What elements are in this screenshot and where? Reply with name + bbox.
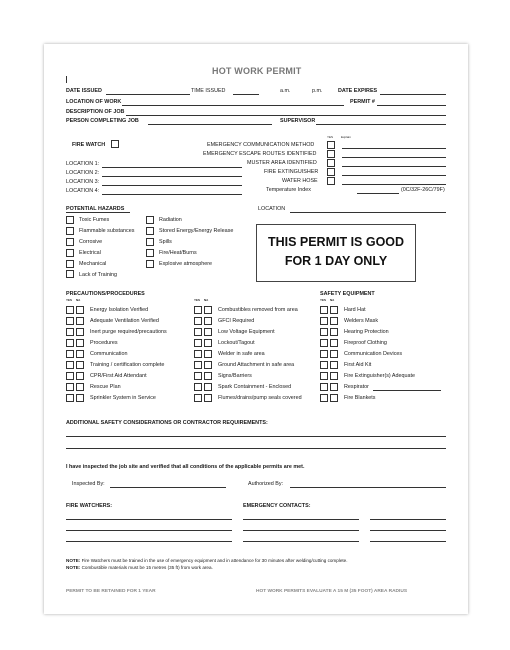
yes-checkbox[interactable] bbox=[66, 350, 74, 358]
hazard-label: Fire/Heat/Burns bbox=[159, 250, 197, 256]
location-1-label: LOCATION 1: bbox=[66, 161, 100, 167]
hazard-label: Mechanical bbox=[79, 261, 107, 267]
yes-checkbox[interactable] bbox=[320, 372, 328, 380]
yes-checkbox[interactable] bbox=[66, 339, 74, 347]
description-of-job-field[interactable] bbox=[126, 115, 446, 116]
yes-checkbox[interactable] bbox=[320, 317, 328, 325]
precaution-label: Signs/Barriers bbox=[218, 373, 252, 379]
na-checkbox[interactable] bbox=[76, 383, 84, 391]
temperature-index-field[interactable] bbox=[357, 193, 399, 194]
hazard-label: Toxic Fumes bbox=[79, 217, 110, 223]
yes-checkbox[interactable] bbox=[320, 361, 328, 369]
precaution-label: Combustibles removed from area bbox=[218, 307, 298, 313]
fire-watcher-field[interactable] bbox=[66, 530, 232, 531]
na-checkbox[interactable] bbox=[330, 361, 338, 369]
precaution-label: Inert purge required/precautions bbox=[90, 329, 167, 335]
na-checkbox[interactable] bbox=[330, 328, 338, 336]
fire-watchers-label: FIRE WATCHERS: bbox=[66, 503, 113, 509]
hazard-label: Flammable substances bbox=[79, 228, 135, 234]
equipment-label: First Aid Kit bbox=[344, 362, 372, 368]
na-checkbox[interactable] bbox=[330, 317, 338, 325]
am-label: a.m. bbox=[280, 88, 291, 94]
emergency-contact-name-field[interactable] bbox=[243, 519, 359, 520]
na-checkbox[interactable] bbox=[76, 328, 84, 336]
yes-checkbox[interactable] bbox=[194, 317, 202, 325]
emergency-communication-checkbox[interactable] bbox=[327, 141, 335, 149]
inspected-by-field[interactable] bbox=[110, 487, 226, 488]
na-checkbox[interactable] bbox=[330, 350, 338, 358]
temperature-range: (0C/32F-26C/79F) bbox=[401, 187, 445, 193]
precaution-label: CPR/First Aid Attendant bbox=[90, 373, 147, 379]
authorized-by-field[interactable] bbox=[290, 487, 446, 488]
emergency-contact-phone-field[interactable] bbox=[370, 541, 446, 542]
temperature-index-label: Temperature Index bbox=[266, 187, 311, 193]
precaution-label: Spark Containment - Enclosed bbox=[218, 384, 292, 390]
yes-checkbox[interactable] bbox=[66, 306, 74, 314]
yes-checkbox[interactable] bbox=[194, 383, 202, 391]
yes-checkbox[interactable] bbox=[320, 306, 328, 314]
emergency-contacts-label: EMERGENCY CONTACTS: bbox=[243, 503, 311, 509]
precaution-label: Lockout/Tagout bbox=[218, 340, 255, 346]
na-column-label: NA bbox=[76, 298, 81, 302]
yes-column-label: YES bbox=[327, 135, 334, 139]
na-checkbox[interactable] bbox=[330, 383, 338, 391]
yes-checkbox[interactable] bbox=[320, 394, 328, 402]
explain-field[interactable] bbox=[342, 175, 446, 176]
water-hose-label: WATER HOSE bbox=[282, 178, 318, 184]
location-2-field[interactable] bbox=[102, 176, 242, 177]
yes-checkbox[interactable] bbox=[66, 394, 74, 402]
na-checkbox[interactable] bbox=[76, 372, 84, 380]
na-checkbox[interactable] bbox=[76, 361, 84, 369]
notice-line-2: FOR 1 DAY ONLY bbox=[284, 254, 388, 268]
hazard-label: Corrosive bbox=[79, 239, 103, 245]
hazard-checkbox[interactable] bbox=[146, 216, 154, 224]
fire-watch-checkbox[interactable] bbox=[111, 140, 119, 148]
na-checkbox[interactable] bbox=[330, 306, 338, 314]
na-checkbox[interactable] bbox=[204, 394, 212, 402]
equipment-label: Hard Hat bbox=[344, 307, 366, 313]
water-hose-checkbox[interactable] bbox=[327, 177, 335, 185]
yes-checkbox[interactable] bbox=[66, 328, 74, 336]
yes-checkbox[interactable] bbox=[66, 383, 74, 391]
hazard-checkbox[interactable] bbox=[66, 238, 74, 246]
text-cursor bbox=[66, 76, 67, 83]
permit-document bbox=[44, 44, 468, 614]
equipment-label: Fireproof Clothing bbox=[344, 340, 387, 346]
document-title: HOT WORK PERMIT bbox=[212, 66, 302, 76]
time-issued-label: TIME ISSUED bbox=[191, 88, 226, 94]
hazard-label: Explosive atmosphere bbox=[159, 261, 213, 267]
precaution-label: Ground Attachment in safe area bbox=[218, 362, 295, 368]
yes-checkbox[interactable] bbox=[194, 306, 202, 314]
safety-equipment-heading: SAFETY EQUIPMENT bbox=[320, 291, 375, 297]
hazard-label: Electrical bbox=[79, 250, 101, 256]
location-1-field[interactable] bbox=[102, 167, 242, 168]
respirator-type-field[interactable] bbox=[373, 390, 441, 391]
explain-field[interactable] bbox=[342, 157, 446, 158]
na-checkbox[interactable] bbox=[204, 306, 212, 314]
location-of-work-field[interactable] bbox=[122, 105, 344, 106]
emergency-escape-label: EMERGENCY ESCAPE ROUTES IDENTIFIED bbox=[203, 151, 317, 157]
description-of-job-label: DESCRIPTION OF JOB bbox=[66, 109, 125, 115]
hazard-checkbox[interactable] bbox=[66, 216, 74, 224]
emergency-contact-phone-field[interactable] bbox=[370, 519, 446, 520]
yes-checkbox[interactable] bbox=[320, 383, 328, 391]
na-checkbox[interactable] bbox=[76, 306, 84, 314]
precaution-label: Procedures bbox=[90, 340, 118, 346]
supervisor-field[interactable] bbox=[316, 124, 446, 125]
hazard-checkbox[interactable] bbox=[66, 249, 74, 257]
additional-considerations-heading: ADDITIONAL SAFETY CONSIDERATIONS OR CONTRACTOR REQUIREMENTS: bbox=[66, 420, 268, 426]
permit-number-label: PERMIT # bbox=[350, 99, 375, 105]
location-4-field[interactable] bbox=[102, 194, 242, 195]
hazard-checkbox[interactable] bbox=[146, 227, 154, 235]
hazard-checkbox[interactable] bbox=[66, 270, 74, 278]
yes-column-label: YES bbox=[320, 298, 327, 302]
na-checkbox[interactable] bbox=[204, 361, 212, 369]
inspected-by-label: Inspected By: bbox=[72, 481, 105, 487]
yes-checkbox[interactable] bbox=[194, 328, 202, 336]
precaution-label: Flumes/drains/pump seals covered bbox=[218, 395, 302, 401]
fire-watcher-field[interactable] bbox=[66, 541, 232, 542]
na-checkbox[interactable] bbox=[76, 317, 84, 325]
na-column-label: NA bbox=[330, 298, 335, 302]
na-checkbox[interactable] bbox=[330, 394, 338, 402]
authorized-by-label: Authorized By: bbox=[248, 481, 284, 487]
yes-checkbox[interactable] bbox=[194, 339, 202, 347]
potential-hazards-heading: POTENTIAL HAZARDS bbox=[66, 206, 125, 212]
yes-column-label: YES bbox=[194, 298, 201, 302]
emergency-contact-name-field[interactable] bbox=[243, 541, 359, 542]
explain-field[interactable] bbox=[342, 184, 446, 185]
emergency-communication-label: EMERGENCY COMMUNICATION METHOD bbox=[207, 142, 315, 148]
yes-checkbox[interactable] bbox=[320, 328, 328, 336]
equipment-label: Respirator bbox=[344, 384, 369, 390]
precaution-label: GFCI Required bbox=[218, 318, 255, 324]
hazard-label: Stored Energy/Energy Release bbox=[159, 228, 234, 234]
note-1 bbox=[66, 558, 347, 564]
explain-column-label: Explain bbox=[341, 135, 351, 139]
precaution-label: Training / certification complete bbox=[90, 362, 165, 368]
permit-validity-notice bbox=[256, 224, 416, 282]
date-issued-field[interactable] bbox=[106, 94, 190, 95]
location-of-work-label: LOCATION OF WORK bbox=[66, 99, 122, 105]
additional-considerations-line[interactable] bbox=[66, 436, 446, 437]
precaution-label: Low Voltage Equipment bbox=[218, 329, 275, 335]
precaution-label: Sprinkler System in Service bbox=[90, 395, 156, 401]
certification-statement: I have inspected the job site and verified that all conditions of the applicable permits are met. bbox=[66, 464, 305, 470]
yes-checkbox[interactable] bbox=[194, 372, 202, 380]
hazard-checkbox[interactable] bbox=[66, 260, 74, 268]
pm-label: p.m. bbox=[312, 88, 323, 94]
fire-extinguisher-label: FIRE EXTINGUISHER bbox=[264, 169, 319, 175]
yes-column-label: YES bbox=[66, 298, 73, 302]
hazard-checkbox[interactable] bbox=[146, 260, 154, 268]
yes-checkbox[interactable] bbox=[66, 361, 74, 369]
location-3-label: LOCATION 3: bbox=[66, 179, 100, 185]
yes-checkbox[interactable] bbox=[194, 394, 202, 402]
fire-extinguisher-checkbox[interactable] bbox=[327, 168, 335, 176]
hazard-label: Radiation bbox=[159, 217, 182, 223]
na-checkbox[interactable] bbox=[204, 383, 212, 391]
equipment-label: Hearing Protection bbox=[344, 329, 389, 335]
footer-retention-note: PERMIT TO BE RETAINED FOR 1 YEAR bbox=[66, 589, 156, 594]
hazard-checkbox[interactable] bbox=[146, 249, 154, 257]
na-checkbox[interactable] bbox=[204, 372, 212, 380]
yes-checkbox[interactable] bbox=[320, 350, 328, 358]
fire-watch-label: FIRE WATCH bbox=[72, 142, 106, 148]
na-checkbox[interactable] bbox=[204, 328, 212, 336]
note-2 bbox=[66, 565, 213, 571]
na-checkbox[interactable] bbox=[76, 339, 84, 347]
muster-area-label: MUSTER AREA IDENTIFIED bbox=[247, 160, 317, 166]
note-1-text: Fire Watchers must be trained in the use of emergency equipment and in attendance for 30 minutes after welding/cutting complete. bbox=[81, 558, 348, 563]
precaution-label: Welder in safe area bbox=[218, 351, 265, 357]
na-checkbox[interactable] bbox=[330, 372, 338, 380]
hazard-checkbox[interactable] bbox=[66, 227, 74, 235]
na-checkbox[interactable] bbox=[76, 394, 84, 402]
note-2-text: Combustible materials must be 15 metres (35 ft) from work area. bbox=[81, 565, 213, 570]
explain-field[interactable] bbox=[342, 148, 446, 149]
equipment-label: Fire Blankets bbox=[344, 395, 376, 401]
person-completing-job-label: PERSON COMPLETING JOB bbox=[66, 118, 139, 124]
yes-checkbox[interactable] bbox=[320, 339, 328, 347]
heading-underline bbox=[66, 212, 130, 213]
note-2-label: NOTE: bbox=[66, 565, 81, 570]
yes-checkbox[interactable] bbox=[194, 361, 202, 369]
precaution-label: Adequate Ventilation Verified bbox=[90, 318, 159, 324]
na-checkbox[interactable] bbox=[204, 339, 212, 347]
equipment-label: Communication Devices bbox=[344, 351, 403, 357]
hazard-location-field[interactable] bbox=[290, 212, 446, 213]
location-4-label: LOCATION 4: bbox=[66, 188, 100, 194]
hazard-label: Lack of Training bbox=[79, 272, 118, 278]
hazard-checkbox[interactable] bbox=[146, 238, 154, 246]
footer-radius-note: HOT WORK PERMITS EVALUATE A 15 M (35 FOOT) AREA RADIUS bbox=[256, 589, 408, 594]
precaution-label: Energy Isolation Verified bbox=[90, 307, 149, 313]
location-2-label: LOCATION 2: bbox=[66, 170, 100, 176]
precaution-label: Rescue Plan bbox=[90, 384, 121, 390]
emergency-contact-phone-field[interactable] bbox=[370, 530, 446, 531]
person-completing-job-field[interactable] bbox=[148, 124, 272, 125]
time-issued-field[interactable] bbox=[233, 94, 259, 95]
hazard-location-label: LOCATION bbox=[258, 206, 286, 212]
date-issued-label: DATE ISSUED bbox=[66, 88, 102, 94]
permit-number-field[interactable] bbox=[377, 105, 446, 106]
na-checkbox[interactable] bbox=[76, 350, 84, 358]
date-expires-field[interactable] bbox=[380, 94, 446, 95]
na-checkbox[interactable] bbox=[204, 317, 212, 325]
additional-considerations-line[interactable] bbox=[66, 448, 446, 449]
precaution-label: Communication bbox=[90, 351, 128, 357]
equipment-label: Welders Mask bbox=[344, 318, 379, 324]
date-expires-label: DATE EXPIRES bbox=[338, 88, 378, 94]
supervisor-label: SUPERVISOR bbox=[280, 118, 316, 124]
location-3-field[interactable] bbox=[102, 185, 242, 186]
notice-line-1: THIS PERMIT IS GOOD bbox=[267, 235, 405, 249]
note-1-label: NOTE: bbox=[66, 558, 81, 563]
na-checkbox[interactable] bbox=[330, 339, 338, 347]
emergency-contact-name-field[interactable] bbox=[243, 530, 359, 531]
muster-area-checkbox[interactable] bbox=[327, 159, 335, 167]
precautions-heading: PRECAUTIONS/PROCEDURES bbox=[66, 291, 145, 297]
na-checkbox[interactable] bbox=[204, 350, 212, 358]
fire-watcher-field[interactable] bbox=[66, 519, 232, 520]
emergency-escape-checkbox[interactable] bbox=[327, 150, 335, 158]
yes-checkbox[interactable] bbox=[66, 372, 74, 380]
explain-field[interactable] bbox=[342, 166, 446, 167]
yes-checkbox[interactable] bbox=[194, 350, 202, 358]
na-column-label: NA bbox=[204, 298, 209, 302]
hazard-label: Spills bbox=[159, 239, 172, 245]
yes-checkbox[interactable] bbox=[66, 317, 74, 325]
equipment-label: Fire Extinguisher(s) Adequate bbox=[344, 373, 416, 379]
